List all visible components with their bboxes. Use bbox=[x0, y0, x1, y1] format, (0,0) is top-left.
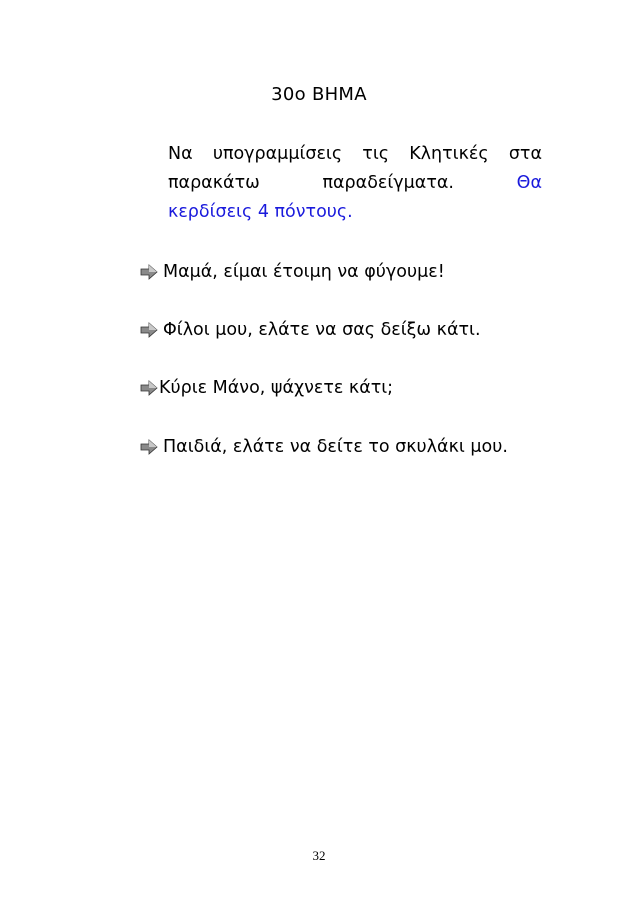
list-item bbox=[140, 320, 481, 340]
instruction-highlight: Θα bbox=[516, 173, 542, 193]
example-sentence: Παιδιά, ελάτε να δείτε το σκυλάκι μου. bbox=[163, 437, 508, 457]
list-item bbox=[140, 262, 445, 282]
list-item bbox=[140, 437, 508, 457]
instruction-paragraph bbox=[168, 140, 542, 227]
instruction-word: παρακάτω bbox=[168, 173, 260, 193]
instruction-word: υπογραμμίσεις bbox=[212, 144, 343, 164]
arrow-icon bbox=[140, 264, 158, 280]
page-number: 32 bbox=[312, 848, 326, 863]
example-sentence: Μαμά, είμαι έτοιμη να φύγουμε! bbox=[163, 262, 445, 282]
example-sentence: Φίλοι μου, ελάτε να σας δείξω κάτι. bbox=[163, 320, 481, 340]
instruction-line-2 bbox=[168, 169, 542, 198]
instruction-line-3: κερδίσεις 4 πόντους. bbox=[168, 202, 353, 222]
arrow-icon bbox=[140, 322, 158, 338]
instruction-word: παραδείγματα. bbox=[322, 173, 454, 193]
arrow-icon bbox=[140, 439, 158, 455]
page-title: 30ο ΒΗΜΑ bbox=[271, 84, 367, 105]
instruction-word: Να bbox=[168, 144, 193, 164]
example-sentence: Κύριε Μάνο, ψάχνετε κάτι; bbox=[159, 378, 394, 398]
instruction-word: Κλητικές bbox=[409, 144, 489, 164]
instruction-word: τις bbox=[362, 144, 390, 164]
instruction-line-1 bbox=[168, 140, 542, 169]
arrow-icon bbox=[140, 380, 158, 396]
list-item bbox=[140, 378, 393, 398]
instruction-word: στα bbox=[508, 144, 542, 164]
